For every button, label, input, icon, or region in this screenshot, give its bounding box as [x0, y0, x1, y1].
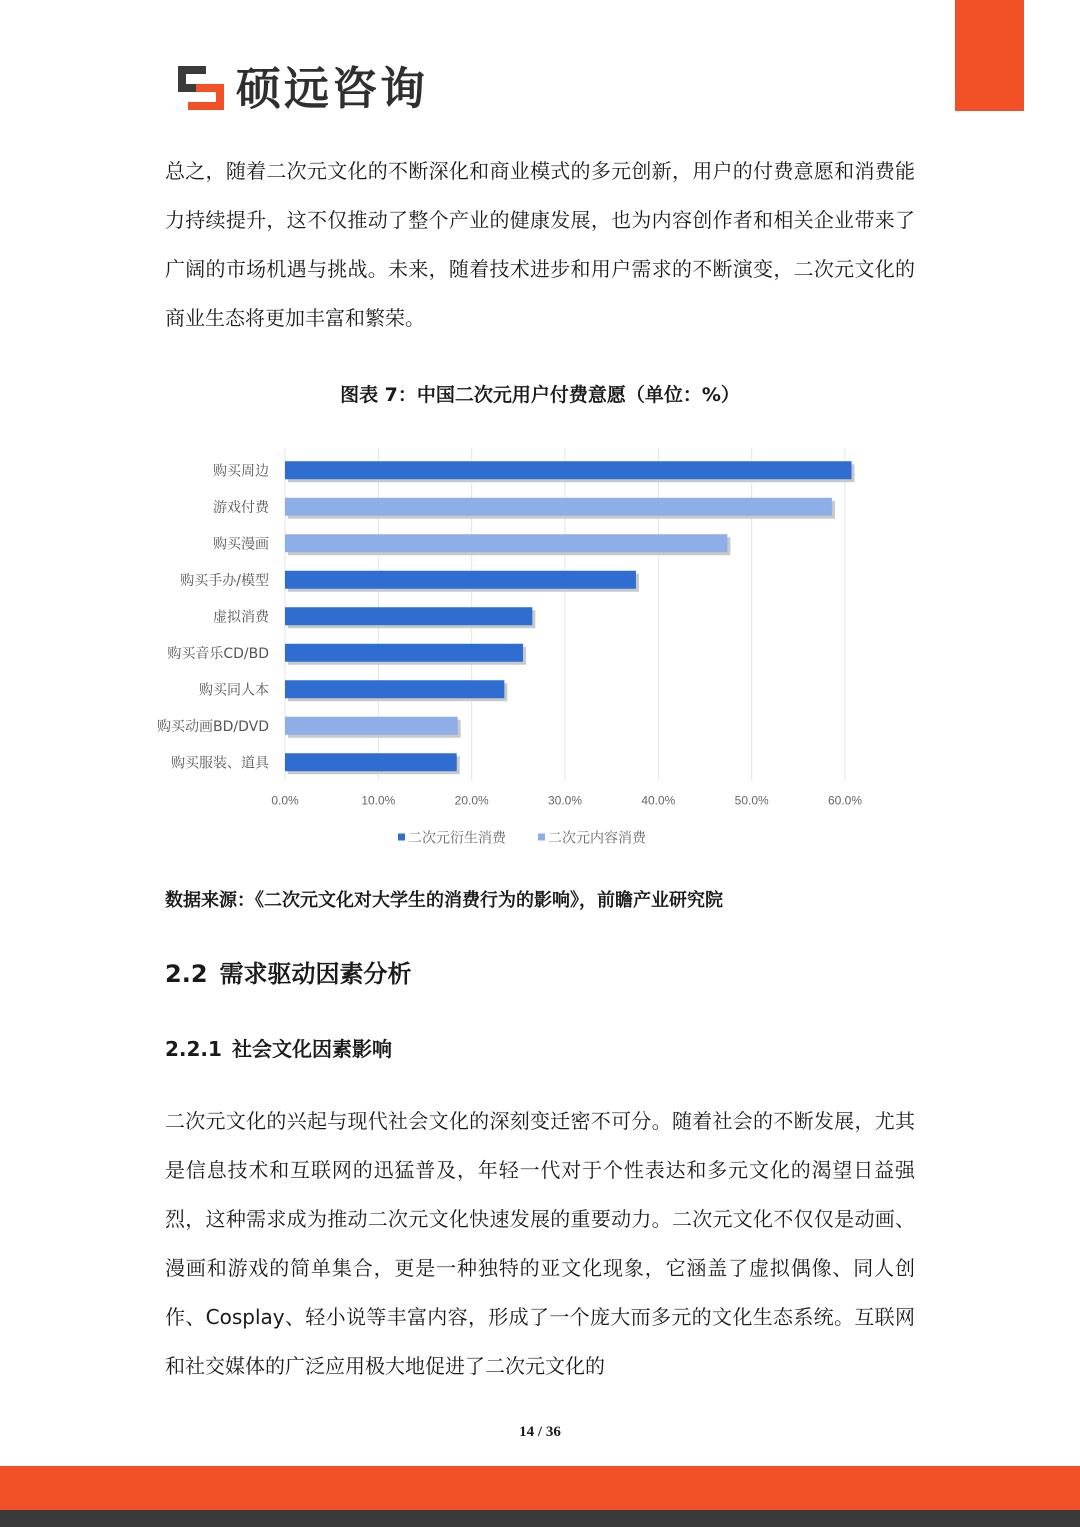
- page-number: 14 / 36: [519, 1424, 561, 1440]
- category-label: 虚拟消费: [213, 609, 269, 626]
- brand-logo: [176, 60, 428, 116]
- category-label: 购买漫画: [213, 536, 269, 553]
- bar: [285, 607, 532, 625]
- brand-name: 硕远咨询: [236, 61, 429, 115]
- bar: [285, 571, 636, 589]
- footer-accent-bar: [0, 1466, 1080, 1510]
- chart-canvas: [150, 440, 870, 860]
- legend-swatch: [398, 834, 405, 841]
- subsection-title: 社会文化因素影响: [231, 1037, 392, 1061]
- bar: [285, 534, 727, 552]
- x-tick-label: 50.0%: [734, 793, 769, 808]
- section-number: 2.2: [165, 960, 208, 988]
- bar: [285, 753, 457, 771]
- bar: [285, 717, 458, 735]
- figure-caption: 图表 7：中国二次元用户付费意愿（单位：%）: [340, 384, 740, 406]
- x-tick-label: 0.0%: [271, 793, 299, 808]
- intro-paragraph: 总之，随着二次元文化的不断深化和商业模式的多元创新，用户的付费意愿和消费能力持续提升，这不仅推动了整个产业的健康发展，也为内容创作者和相关企业带来了广阔的市场机遇与挑战。未来，随着技术进步和用户需求的不断演变，二次元文化的商业生态将更加丰富和繁荣。: [165, 159, 915, 330]
- bar: [285, 680, 504, 698]
- category-label: 购买服装、道具: [171, 755, 269, 772]
- category-label: 购买周边: [213, 463, 269, 480]
- category-label: 购买动画BD/DVD: [157, 718, 269, 735]
- x-tick-label: 20.0%: [454, 793, 489, 808]
- payment-willingness-chart: [150, 440, 870, 860]
- section-title: 需求驱动因素分析: [219, 960, 412, 988]
- x-tick-label: 30.0%: [547, 793, 583, 808]
- category-label: 购买同人本: [199, 682, 269, 699]
- category-label: 购买手办/模型: [180, 572, 269, 589]
- category-label: 购买音乐CD/BD: [167, 645, 269, 662]
- legend-label: 二次元衍生消费: [408, 830, 506, 847]
- x-tick-label: 10.0%: [361, 793, 396, 808]
- subsection-number: 2.2.1: [165, 1037, 222, 1061]
- sy-logo-icon: [176, 64, 226, 112]
- figure-source: 数据来源：《二次元文化对大学生的消费行为的影响》，前瞻产业研究院: [165, 890, 723, 911]
- x-tick-label: 40.0%: [641, 793, 676, 808]
- category-label: 游戏付费: [213, 499, 269, 516]
- section-heading: [165, 954, 412, 989]
- bar: [285, 461, 852, 479]
- x-tick-label: 60.0%: [827, 793, 863, 808]
- subsection-heading: [165, 1033, 392, 1062]
- footer-dark-bar: [0, 1510, 1080, 1527]
- legend-label: 二次元内容消费: [548, 830, 646, 847]
- body-paragraph: 二次元文化的兴起与现代社会文化的深刻变迁密不可分。随着社会的不断发展，尤其是信息技术和互联网的迅猛普及，年轻一代对于个性表达和多元文化的渴望日益强烈，这种需求成为推动二次元文化快速发展的重要动力。二次元文化不仅仅是动画、漫画和游戏的简单集合，更是一种独特的亚文化现象，它涵盖了虚拟偶像、同人创作、Cosplay、轻小说等丰富内容，形成了一个庞大而多元的文化生态系统。互联网和社交媒体的广泛应用极大地促进了二次元文化的: [165, 1109, 915, 1378]
- header-accent-bar: [955, 0, 1024, 111]
- bar: [285, 498, 832, 516]
- bar: [285, 644, 523, 662]
- legend-swatch: [538, 834, 545, 841]
